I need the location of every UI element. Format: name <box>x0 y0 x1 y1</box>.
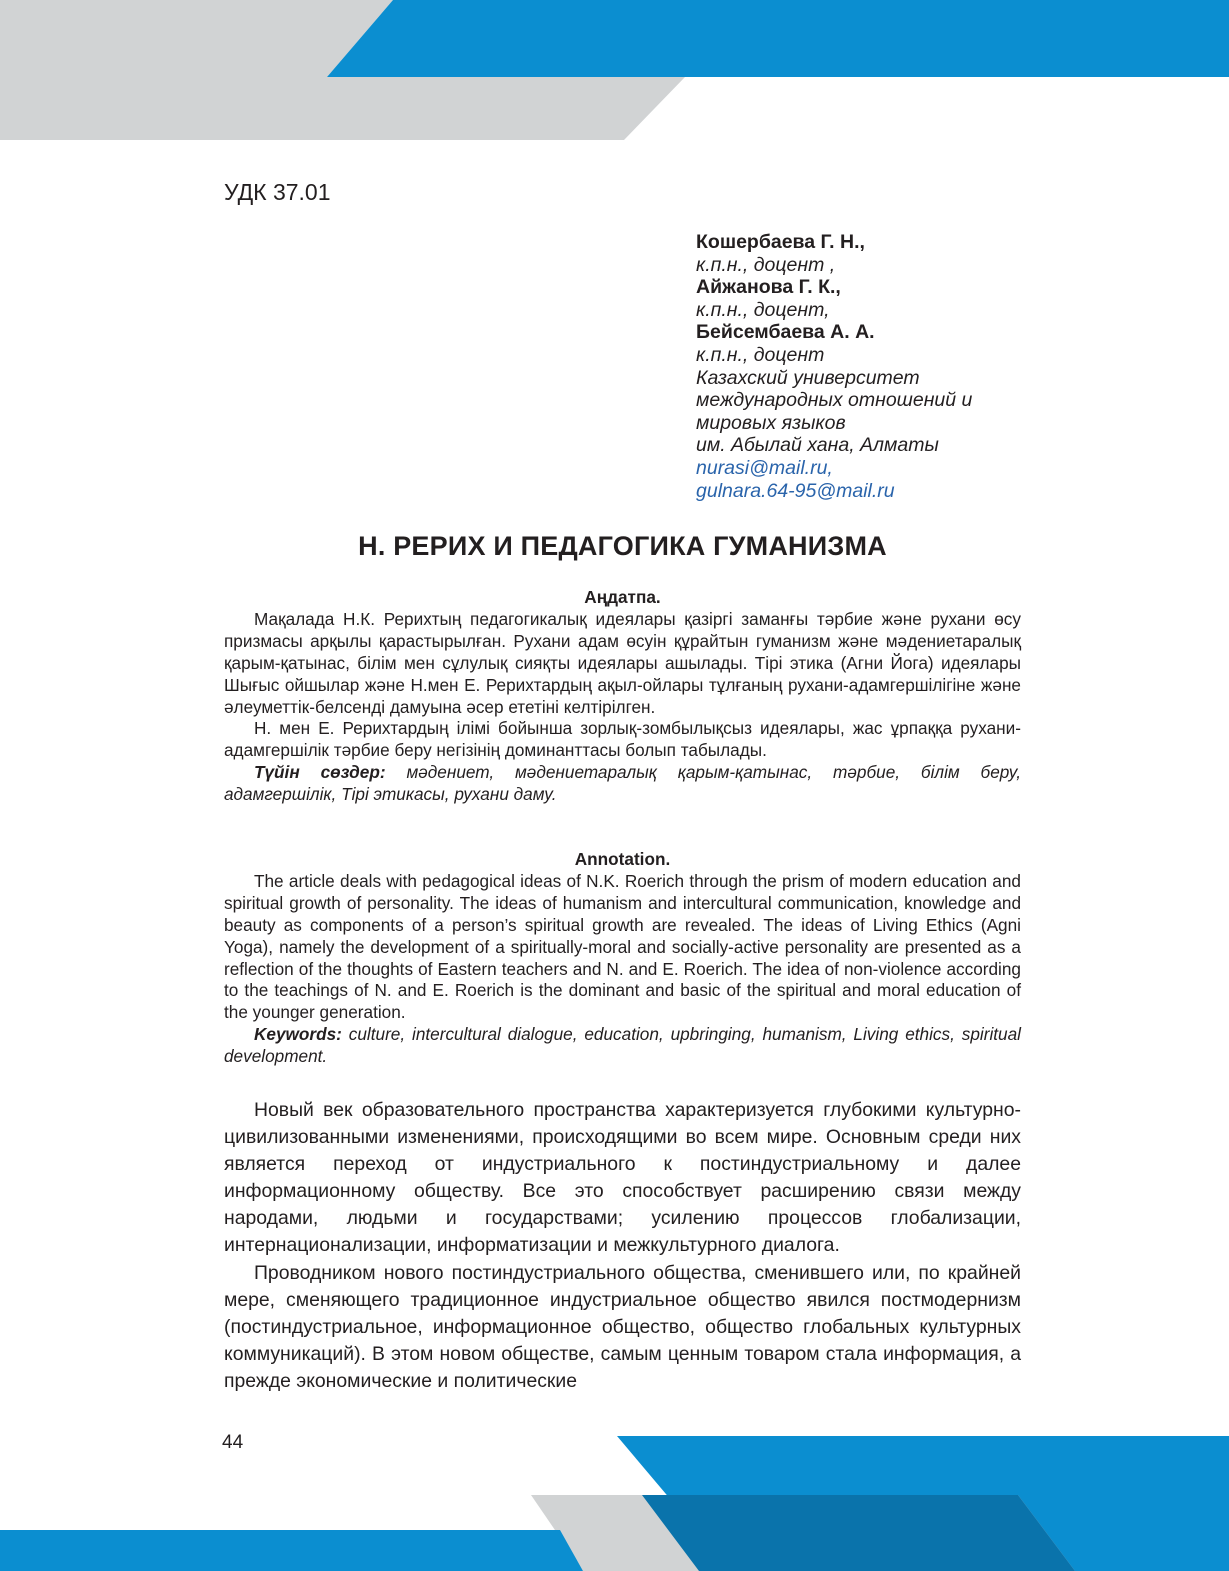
abstract-heading: Аңдатпа. <box>584 587 661 607</box>
affiliation-line: международных отношений и <box>696 389 973 412</box>
email-link[interactable]: gulnara.64-95@mail.ru <box>696 479 895 502</box>
abstract-english <box>224 849 1021 1068</box>
keywords-text: мәдениет, мәдениетаралық қарым-қатынас, тәрбие, білім беру, адамгершілік, Тірі этикасы, рухани даму. <box>224 762 1021 805</box>
author-degree: к.п.н., доцент , <box>696 253 836 276</box>
author-block <box>696 231 1126 502</box>
footer-blue-band <box>0 1530 583 1571</box>
footer-grey-shape <box>531 1495 1075 1571</box>
abstract-paragraph: The article deals with pedagogical ideas of N.K. Roerich through the prism of modern education and spiritual growth of personality. The ideas of humanism and intercultural communication, knowledge and beauty as components of a person’s spiritual growth are revealed. The ideas of Living Ethics (Agni Yoga), namely the development of a spiritually-moral and socially-active personality are presented as a reflection of the thoughts of Eastern teachers and N. and E. Roerich. The idea of non-violence according to the teachings of N. and E. Roerich is the dominant and basic of the spiritual and moral education of the younger generation. <box>224 870 1021 1023</box>
udc-code: УДК 37.01 <box>224 179 331 205</box>
article-title: Н. РЕРИХ И ПЕДАГОГИКА ГУМАНИЗМА <box>358 531 887 561</box>
abstract-heading: Annotation. <box>574 849 671 869</box>
email-link[interactable]: nurasi@mail.ru, <box>696 456 833 479</box>
page-number: 44 <box>222 1432 244 1453</box>
header-grey-band <box>0 0 685 140</box>
abstract-paragraph: Мақалада Н.К. Рерихтың педагогикалық идеялары қазіргі заманғы тәрбие және рухани өсу призмасы арқылы қарастырылған. Рухани адам өсуін құрайтын гуманизм және мәдениетаралық қарым-қатынас, білім мен сұлулық сияқты идеялары ашылады. Тірі этика (Агни Йога) идеялары Шығыс ойшылар және Н.мен Е. Рерихтардың ақыл-ойлары тұлғаның рухани-адамгершілігіне және әлеуметтік-белсенді дамуына әсер ететіні келтірілген. <box>224 608 1021 717</box>
keywords-label: Keywords: <box>254 1024 342 1045</box>
author-degree: к.п.н., доцент <box>696 343 825 366</box>
body-paragraph: Проводником нового постиндустриального общества, сменившего или, по крайней мере, сменяющего традиционное индустриальное общество явился постмодернизм (постиндустриальное, информационное общество, общество глобальных культурных коммуникаций). В этом новом обществе, самым ценным товаром стала информация, а прежде экономические и политические <box>224 1261 1021 1392</box>
author-name: Бейсембаева А. А. <box>696 321 875 344</box>
body-paragraph: Новый век образовательного пространства характеризуется глубокими культурно-цивилизованными изменениями, происходящими во всем мире. Основным среди них является переход от индустриального к постиндустриальному и далее информационному обществу. Все это способствует расширению связи между народами, людьми и государствами; усилению процессов глобализации, интернационализации, информатизации и межкультурного диалога. <box>224 1099 1021 1257</box>
affiliation-line: Казахский университет <box>696 366 920 389</box>
header-blue-band <box>327 0 1229 77</box>
header-bands <box>0 0 1229 140</box>
keywords-label: Түйін сөздер: <box>254 762 386 783</box>
affiliation-line: мировых языков <box>696 411 846 434</box>
affiliation-line: им. Абылай хана, Алматы <box>696 434 939 457</box>
author-name: Кошербаева Г. Н., <box>696 231 865 253</box>
abstract-paragraph: Н. мен Е. Рерихтардың ілімі бойынша зорлық-зомбылықсыз идеялары, жас ұрпаққа рухани-адамгершілік тәрбие беру негізінің доминанттасы болып табылады. <box>224 718 1021 761</box>
author-degree: к.п.н., доцент, <box>696 298 830 321</box>
footer-bands <box>0 1436 1229 1571</box>
footer-blue-shape <box>617 1436 1229 1571</box>
abstract-kazakh <box>224 587 1021 806</box>
footer-overlap-shape <box>642 1495 1075 1571</box>
article-body <box>224 1097 1021 1395</box>
keywords-text: culture, intercultural dialogue, education, upbringing, humanism, Living ethics, spiritual development. <box>224 1024 1021 1067</box>
keywords <box>224 1024 1021 1068</box>
keywords <box>224 762 1021 806</box>
author-name: Айжанова Г. К., <box>696 276 841 299</box>
